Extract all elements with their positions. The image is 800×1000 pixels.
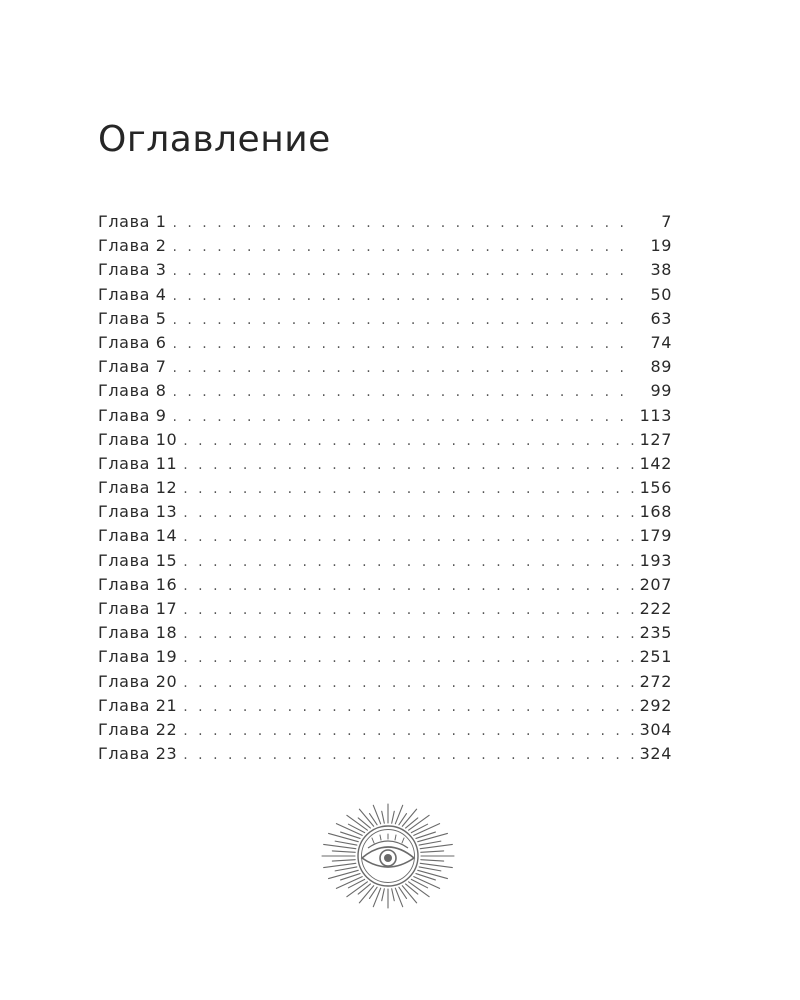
sunburst-ray [324,844,356,848]
toc-entry-label: Глава 3 [98,260,167,280]
sunburst-ray [402,886,416,903]
toc-entry[interactable] [98,307,672,331]
dot-leader [173,308,635,331]
sunburst-ray [348,879,364,887]
toc-entry-page: 113 [639,405,672,425]
toc-entry-page: 19 [650,236,672,256]
sunburst-ray [402,809,416,826]
sunburst-ray [418,870,448,878]
toc-entry-label: Глава 22 [98,719,178,739]
dot-leader [183,695,634,718]
sunburst-ray [420,863,452,867]
toc-entry[interactable] [98,718,672,742]
toc-entry[interactable] [98,621,672,645]
sunburst-ray [419,867,441,871]
toc-entry[interactable] [98,694,672,718]
sunburst-ray [335,841,357,845]
table-of-contents [98,210,672,766]
sunburst-ray [419,841,441,845]
toc-entry-label: Глава 1 [98,212,167,231]
dot-leader [173,284,635,307]
sunburst-ray [382,811,385,823]
sunburst-ray [335,867,357,871]
dot-leader [173,211,635,234]
sunburst-ray [421,860,444,861]
toc-entry-label: Глава 2 [98,236,167,256]
sunburst-ray [324,863,356,867]
toc-entry-label: Глава 8 [98,381,167,401]
dot-leader [173,332,635,355]
toc-entry-label: Глава 9 [98,405,167,425]
sunburst-ray [411,879,427,887]
sunburst-ray [348,824,364,832]
toc-entry-page: 99 [650,381,672,401]
toc-entry[interactable] [98,234,672,258]
sunburst-ray [332,851,355,852]
toc-entry-label: Глава 15 [98,550,178,570]
dot-leader [183,574,634,597]
dot-leader [183,429,634,452]
dot-leader [183,453,634,476]
dot-leader [183,719,634,742]
toc-entry-page: 74 [650,332,672,352]
dot-leader [183,477,634,500]
toc-entry-label: Глава 5 [98,308,167,328]
toc-entry[interactable] [98,670,672,694]
dot-leader [173,259,635,282]
toc-entry-page: 156 [639,478,672,498]
dot-leader [183,743,634,766]
toc-entry-page: 63 [650,308,672,328]
toc-entry-page: 142 [639,453,672,473]
toc-entry-label: Глава 23 [98,744,178,764]
toc-entry-label: Глава 17 [98,599,178,618]
eye-sunburst-icon [320,802,456,910]
toc-entry-label: Глава 7 [98,357,167,377]
sunburst-ray [420,844,452,848]
toc-entry-page: 235 [639,623,672,643]
sunburst-ray [392,811,395,823]
toc-entry-label: Глава 11 [98,453,178,473]
toc-entry-page: 222 [639,599,672,618]
toc-entry[interactable] [98,549,672,573]
toc-entry-page: 324 [639,744,672,764]
toc-entry-label: Глава 4 [98,284,167,304]
toc-entry-page: 179 [639,526,672,546]
toc-entry-page: 168 [639,502,672,522]
dot-leader [173,235,635,258]
dot-leader [183,671,634,694]
toc-entry-label: Глава 10 [98,429,178,449]
toc-entry[interactable] [98,500,672,524]
toc-entry-label: Глава 18 [98,623,178,643]
dot-leader [183,550,634,573]
sunburst-ray [329,833,359,841]
sunburst-ray [418,833,448,841]
sunburst-ray [411,824,427,832]
toc-entry-page: 89 [650,357,672,377]
dot-leader [183,525,634,548]
toc-entry-page: 251 [639,647,672,667]
sunburst-ray [359,809,373,826]
toc-entry-label: Глава 21 [98,695,178,715]
toc-entry-page: 193 [639,550,672,570]
toc-entry[interactable] [98,524,672,548]
toc-entry[interactable] [98,645,672,669]
toc-entry-label: Глава 12 [98,478,178,498]
toc-entry-label: Глава 20 [98,671,178,691]
dot-leader [183,622,634,645]
toc-entry[interactable] [98,355,672,379]
sunburst-ray [332,860,355,861]
toc-entry-page: 207 [639,574,672,594]
toc-entry-page: 304 [639,719,672,739]
sunburst-ray [359,886,373,903]
toc-entry[interactable] [98,428,672,452]
toc-entry[interactable] [98,476,672,500]
toc-entry-page: 292 [639,695,672,715]
sunburst-ray [392,889,395,901]
dot-leader [173,405,635,428]
toc-entry-page: 38 [650,260,672,280]
toc-entry-label: Глава 6 [98,332,167,352]
toc-entry[interactable] [98,742,672,766]
toc-entry-label: Глава 14 [98,526,178,546]
dot-leader [173,356,635,379]
toc-entry[interactable] [98,379,672,403]
sunburst-ray [421,851,444,852]
toc-entry[interactable] [98,283,672,307]
toc-entry-page: 7 [661,212,672,231]
toc-entry[interactable] [98,258,672,282]
toc-entry-label: Глава 16 [98,574,178,594]
toc-entry-page: 127 [639,429,672,449]
toc-entry-label: Глава 13 [98,502,178,522]
dot-leader [183,501,634,524]
dot-leader [183,646,634,669]
toc-entry[interactable] [98,597,672,621]
toc-entry[interactable] [98,210,672,234]
toc-entry[interactable] [98,331,672,355]
toc-entry-page: 272 [639,671,672,691]
toc-entry[interactable] [98,573,672,597]
toc-entry-page: 50 [650,284,672,304]
sunburst-ray [329,870,359,878]
toc-entry[interactable] [98,452,672,476]
sunburst-ray [382,889,385,901]
dot-leader [173,380,635,403]
dot-leader [183,598,634,621]
toc-entry[interactable] [98,404,672,428]
toc-entry-label: Глава 19 [98,647,178,667]
page-title: Оглавление [98,119,331,160]
